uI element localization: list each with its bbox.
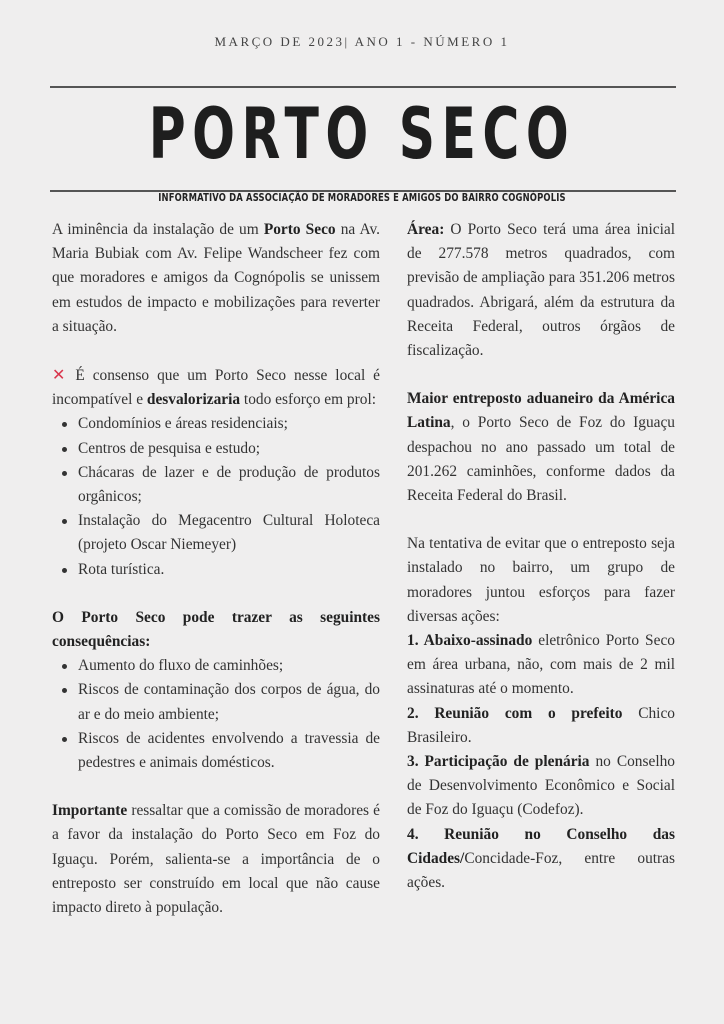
action-item: 4. Reunião no Conselho das Cidades/Concidade-Foz, entre outras ações. [407,825,675,892]
text: O Porto Seco terá uma área inicial de 277.578 metros quadrados, com previsão de ampliação para 351.206 metros quadrados. Abrigará, além da estrutura da Receita Federal, outros órgãos de fiscalização. [407,221,675,360]
largest-paragraph [407,387,675,508]
top-rule [50,86,676,88]
benefits-list [52,412,380,581]
bold-text: Maior entreposto aduaneiro da América Latina [407,390,675,432]
text: ressaltar que a comissão de moradores é a favor da instalação do Porto Seco em Foz do Iguaçu. Porém, salienta-se a importância de o entreposto ser construído em local que não cause impacto direto à população. [52,802,380,917]
important-paragraph [52,799,380,920]
consensus-paragraph [52,363,380,412]
list-item: Riscos de acidentes envolvendo a travessia de pedestres e animais domésticos. [78,727,380,775]
consequences-list [52,654,380,775]
list-item: Condomínios e áreas residenciais; [78,412,380,436]
list-item: Chácaras de lazer e de produção de produtos orgânicos; [78,461,380,509]
list-item: Instalação do Megacentro Cultural Holoteca (projeto Oscar Niemeyer) [78,509,380,557]
masthead-subtitle: INFORMATIVO DA ASSOCIAÇÃO DE MORADORES E AMIGOS DO BAIRRO COGNÓPOLIS [158,192,566,204]
list-item: Riscos de contaminação dos corpos de água, do ar e do meio ambiente; [78,678,380,726]
consequences-heading: O Porto Seco pode trazer as seguintes consequências: [52,608,380,651]
list-item: Centros de pesquisa e estudo; [78,437,380,461]
action-item: 1. Abaixo-assinado eletrônico Porto Seco em área urbana, não, com mais de 2 mil assinaturas até o momento. [407,632,675,698]
list-item: Aumento do fluxo de caminhões; [78,654,380,678]
text: , o Porto Seco de Foz do Iguaçu despachou no ano passado um total de 201.262 caminhões, conforme dados da Receita Federal do Brasil. [407,414,675,505]
bold-text: Porto Seco [263,221,336,238]
action-item: 2. Reunião com o prefeito Chico Brasileiro. [407,704,675,746]
attempt-paragraph: Na tentativa de evitar que o entreposto seja instalado no bairro, um grupo de moradores juntou esforços para fazer diversas ações: [407,535,675,625]
left-column [52,218,380,920]
bold-text: desvalorizaria [146,391,241,409]
masthead-title: PORTO SECO [148,93,576,175]
list-item: Rota turística. [78,558,380,582]
text: na Av. Maria Bubiak com Av. Felipe Wandscheer fez com que moradores e amigos da Cognópolis se unissem em estudos de impacto e mobilizações para reverter a situação. [52,221,381,335]
bold-text: Área: [407,221,445,238]
right-column [407,218,675,895]
intro-paragraph [52,218,380,339]
text: A iminência da instalação de um [52,221,264,238]
cross-mark-icon: ✕ [52,365,66,385]
text: todo esforço em prol: [240,391,376,409]
issue-line: MARÇO DE 2023| ANO 1 - NÚMERO 1 [214,34,510,49]
action-item: 3. Participação de plenária no Conselho de Desenvolvimento Econômico e Social de Foz do Iguaçu (Codefoz). [407,753,675,819]
text: É consenso que um Porto Seco nesse local é incompatível e [52,367,380,409]
bold-text: Importante [52,802,128,820]
area-paragraph [407,218,675,363]
